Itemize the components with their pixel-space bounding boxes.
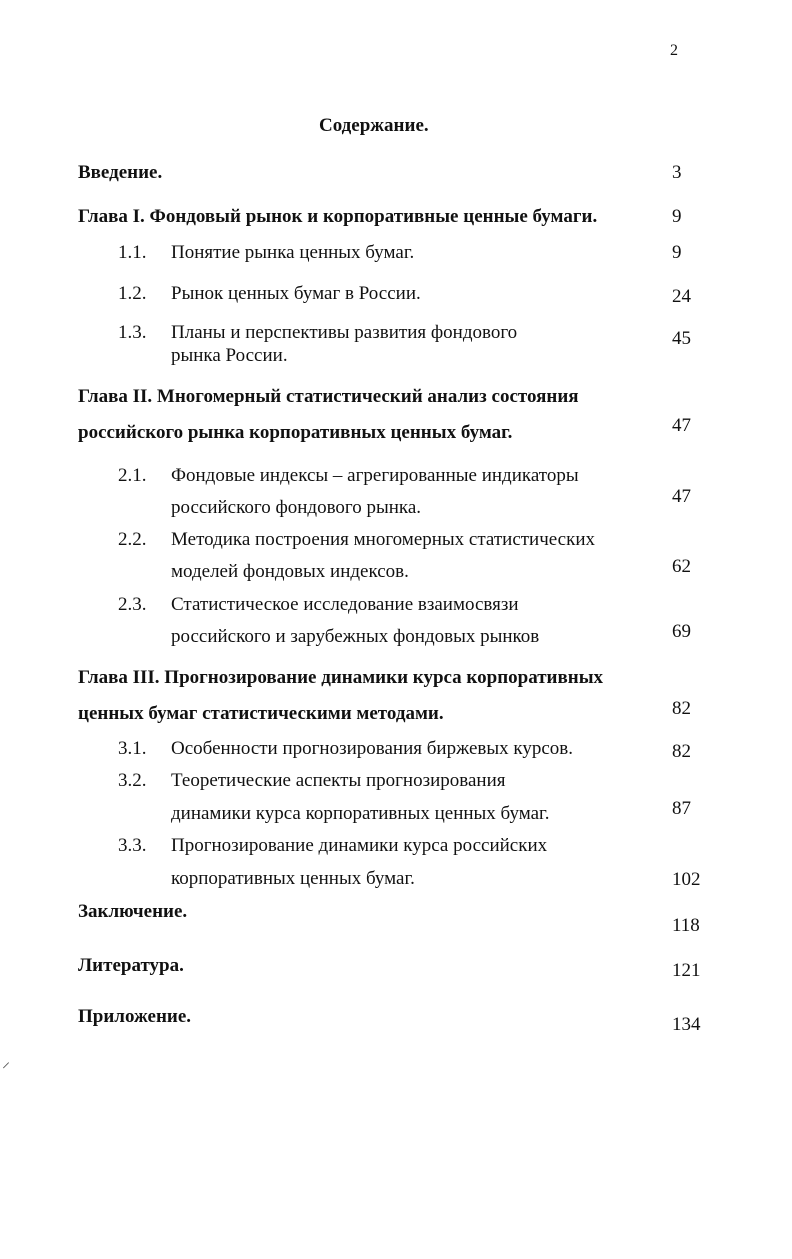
toc-label-line1: Статистическое исследование взаимосвязи — [171, 594, 519, 615]
toc-page: 69 — [672, 621, 691, 642]
toc-page: 82 — [672, 698, 691, 719]
toc-page: 82 — [672, 741, 691, 762]
toc-label: Литература. — [78, 955, 184, 976]
toc-page: 3 — [672, 162, 682, 183]
toc-label: Особенности прогнозирования биржевых курсов. — [171, 738, 573, 759]
toc-label: Понятие рынка ценных бумаг. — [171, 242, 415, 263]
toc-page: 45 — [672, 328, 691, 349]
toc-page: 9 — [672, 242, 682, 263]
scan-speck: ⸝ — [2, 1054, 11, 1071]
toc-label: Приложение. — [78, 1006, 192, 1027]
toc-label-line1: Фондовые индексы – агрегированные индикаторы — [171, 465, 579, 486]
toc-label-line1: Глава II. Многомерный статистический анализ состояния — [78, 386, 579, 407]
toc-number: 3.1. — [118, 738, 147, 759]
toc-number: 2.1. — [118, 465, 147, 486]
toc-label-line1: Прогнозирование динамики курса российских — [171, 835, 548, 856]
toc-number: 2.2. — [118, 529, 147, 550]
toc-page: 102 — [672, 869, 701, 890]
toc-page: 87 — [672, 798, 691, 819]
toc-number: 3.3. — [118, 835, 147, 856]
toc-number: 1.2. — [118, 283, 147, 304]
toc-number: 2.3. — [118, 594, 147, 615]
toc-label-line2: корпоративных ценных бумаг. — [171, 868, 415, 889]
toc-page: 118 — [672, 915, 700, 936]
toc-page: 9 — [672, 206, 682, 227]
toc-label: Рынок ценных бумаг в России. — [171, 283, 421, 304]
toc-number: 3.2. — [118, 770, 147, 791]
toc-label-line2: рынка России. — [171, 345, 288, 366]
toc-label-line2: динамики курса корпоративных ценных бумаг. — [171, 803, 550, 824]
toc-number: 1.1. — [118, 242, 147, 263]
toc-page: 121 — [672, 960, 701, 981]
toc-label-line2: российского рынка корпоративных ценных бумаг. — [78, 422, 513, 443]
toc-label: Введение. — [78, 162, 163, 183]
toc-page: 134 — [672, 1014, 701, 1035]
toc-label-line2: ценных бумаг статистическими методами. — [78, 703, 444, 724]
toc-label-line1: Методика построения многомерных статистических — [171, 529, 596, 550]
toc-label-line2: российского и зарубежных фондовых рынков — [171, 626, 540, 647]
toc-page: 47 — [672, 486, 691, 507]
toc-page: 47 — [672, 415, 691, 436]
toc-label: Глава I. Фондовый рынок и корпоративные ценные бумаги. — [78, 206, 598, 227]
page-number: 2 — [670, 42, 678, 59]
toc-number: 1.3. — [118, 322, 147, 343]
toc-label-line2: моделей фондовых индексов. — [171, 561, 409, 582]
toc-page: 24 — [672, 286, 691, 307]
toc-label-line1: Теоретические аспекты прогнозирования — [171, 770, 506, 791]
page-title: Содержание. — [319, 115, 429, 136]
toc-label-line2: российского фондового рынка. — [171, 497, 422, 518]
toc-label-line1: Глава III. Прогнозирование динамики курса корпоративных — [78, 667, 604, 688]
toc-page: 62 — [672, 556, 691, 577]
toc-label-line1: Планы и перспективы развития фондового — [171, 322, 518, 343]
toc-label: Заключение. — [78, 901, 188, 922]
